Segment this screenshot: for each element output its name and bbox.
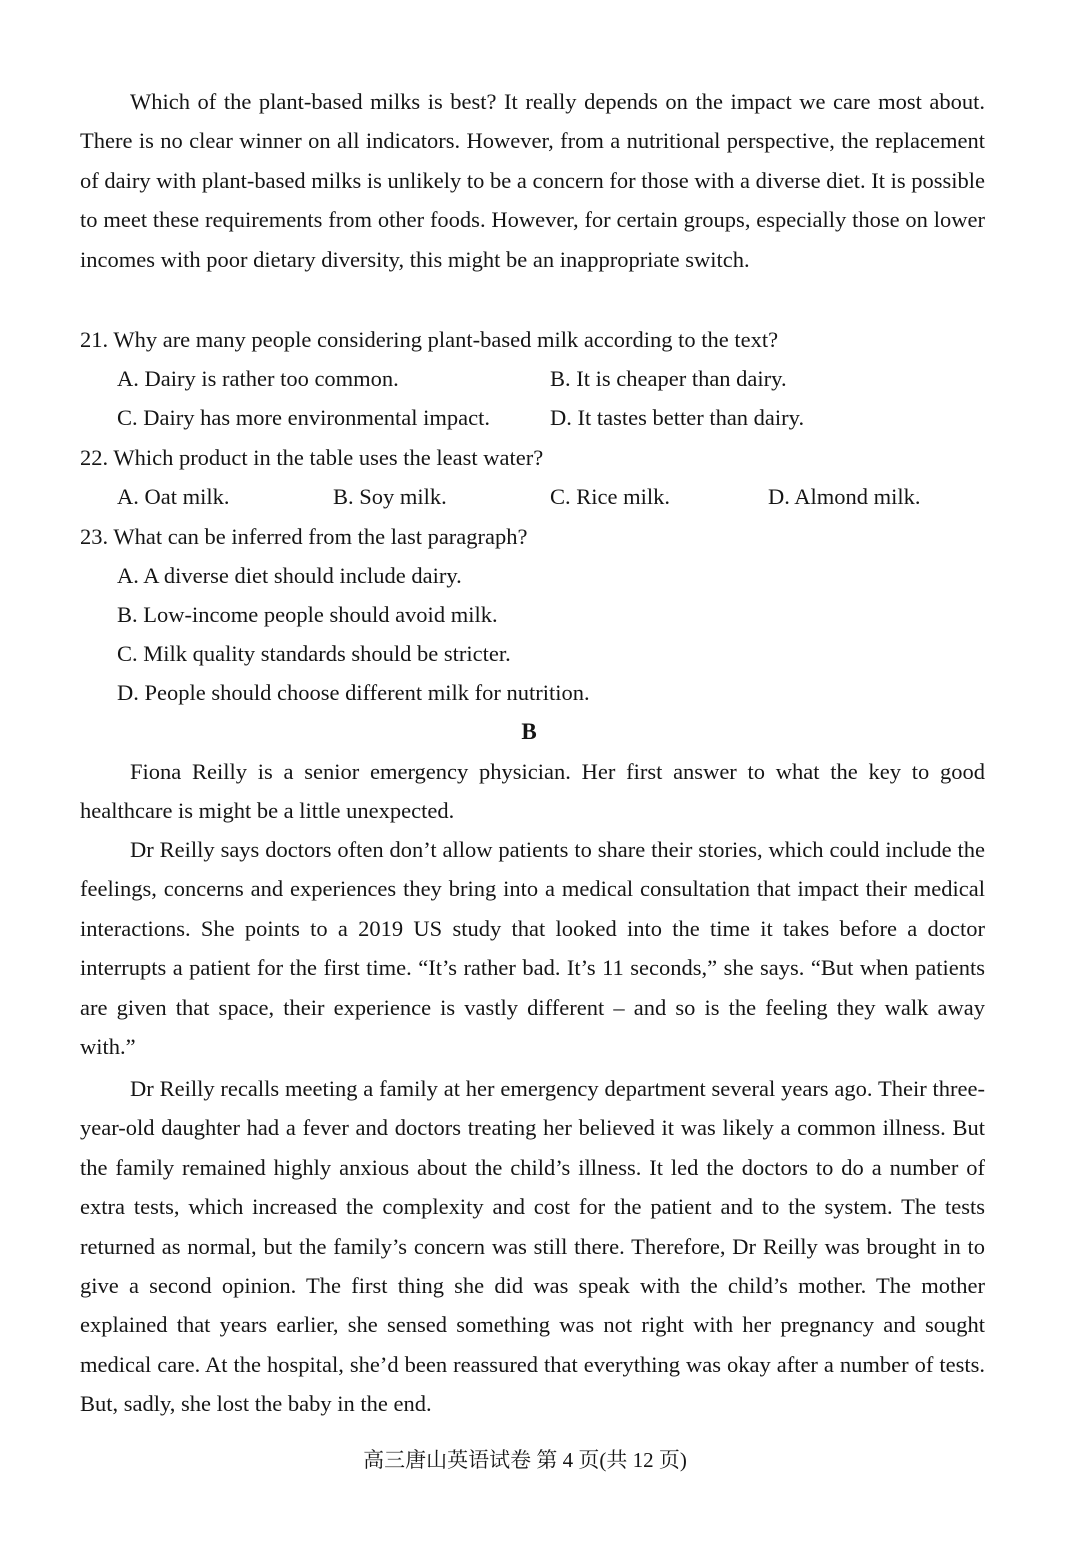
question-21-option-c: C. Dairy has more environmental impact. [117,405,491,430]
question-21-option-a: A. Dairy is rather too common. [117,366,399,391]
section-b-paragraph-3: Dr Reilly recalls meeting a family at her emergency department several years ago. Their three-year-old daughter had a fever and doctors treating her believed it was likely a common illness. But the family remained highly anxious about the child’s illness. It led the doctors to do a number of extra tests, which increased the complexity and cost for the patient and to the system. The tests returned as normal, but the family’s concern was still there. Therefore, Dr Reilly was brought in to give a second opinion. The first thing she did was speak with the child’s mother. The mother explained that years earlier, she sensed something was not right with her pregnancy and sought medical care. At the hospital, she’d been reassured that everything was okay after a number of tests. But, sadly, she lost the baby in the end. [80,1076,985,1417]
question-23-option-d: D. People should choose different milk for nutrition. [117,680,590,705]
question-22-option-a: A. Oat milk. [117,484,230,509]
passage-a-last-paragraph: Which of the plant-based milks is best? It really depends on the impact we care most about. There is no clear winner on all indicators. However, from a nutritional perspective, the replacement of dairy with plant-based milks is unlikely to be a concern for those with a diverse diet. It is possible to meet these requirements from other foods. However, for certain groups, especially those on lower incomes with poor dietary diversity, this might be an inappropriate switch. [80,89,985,272]
question-23-stem: 23. What can be inferred from the last paragraph? [80,524,528,549]
section-b-paragraph-2: Dr Reilly says doctors often don’t allow patients to share their stories, which could include the feelings, concerns and experiences they bring into a medical consultation that impact their medical interactions. She points to a 2019 US study that looked into the time it takes before a doctor interrupts a patient for the first time. “It’s rather bad. It’s 11 seconds,” she says. “But when patients are given that space, their experience is vastly different – and so is the feeling they walk away with.” [80,837,985,1060]
question-21-option-d: D. It tastes better than dairy. [550,405,805,430]
question-23-option-b: B. Low-income people should avoid milk. [117,602,498,627]
question-21-stem: 21. Why are many people considering plant-based milk according to the text? [80,327,779,352]
question-22-option-d: D. Almond milk. [768,484,921,509]
question-22-option-c: C. Rice milk. [550,484,670,509]
question-22-stem: 22. Which product in the table uses the least water? [80,445,544,470]
page-footer: 高三唐山英语试卷 第 4 页(共 12 页) [363,1448,687,1472]
section-b-paragraph-1: Fiona Reilly is a senior emergency physician. Her first answer to what the key to good healthcare is might be a little unexpected. [80,759,985,824]
question-21-option-b: B. It is cheaper than dairy. [550,366,787,391]
question-23-option-c: C. Milk quality standards should be stricter. [117,641,511,666]
question-22-option-b: B. Soy milk. [333,484,447,509]
question-23-option-a: A. A diverse diet should include dairy. [117,563,462,588]
section-b-heading: B [521,719,537,744]
